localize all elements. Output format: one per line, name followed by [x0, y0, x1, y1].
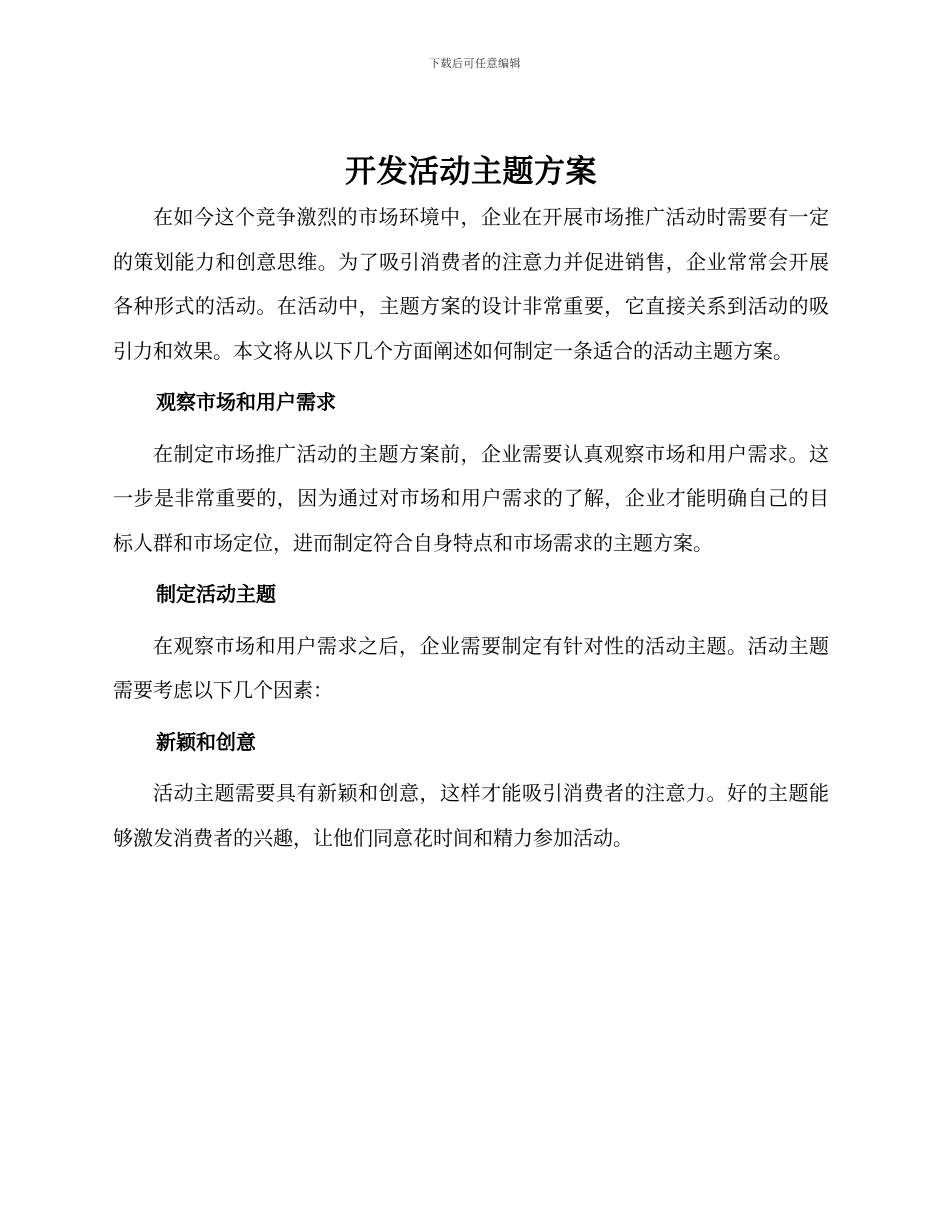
- section-heading-creative: 新颖和创意: [156, 729, 256, 754]
- section-paragraph-creative: 活动主题需要具有新颖和创意，这样才能吸引消费者的注意力。好的主题能够激发消费者的兴趣，让他们同意花时间和精力参加活动。: [113, 781, 829, 850]
- header-note: 下载后可任意编辑: [429, 57, 521, 70]
- section-paragraph-market: 在制定市场推广活动的主题方案前，企业需要认真观察市场和用户需求。这一步是非常重要的，因为通过对市场和用户需求的了解，企业才能明确自己的目标人群和市场定位，进而制定符合自身特点和市场需求的主题方案。: [113, 441, 829, 555]
- section-heading-market: 观察市场和用户需求: [156, 390, 336, 414]
- section-heading-theme: 制定活动主题: [156, 582, 276, 606]
- document-title: 开发活动主题方案: [345, 154, 597, 190]
- intro-paragraph: 在如今这个竞争激烈的市场环境中，企业在开展市场推广活动时需要有一定的策划能力和创意思维。为了吸引消费者的注意力并促进销售，企业常常会开展各种形式的活动。在活动中，主题方案的设计非常重要，它直接关系到活动的吸引力和效果。本文将从以下几个方面阐述如何制定一条适合的活动主题方案。: [113, 205, 829, 363]
- section-paragraph-theme: 在观察市场和用户需求之后，企业需要制定有针对性的活动主题。活动主题需要考虑以下几个因素：: [113, 633, 829, 702]
- document-body: [113, 150, 829, 860]
